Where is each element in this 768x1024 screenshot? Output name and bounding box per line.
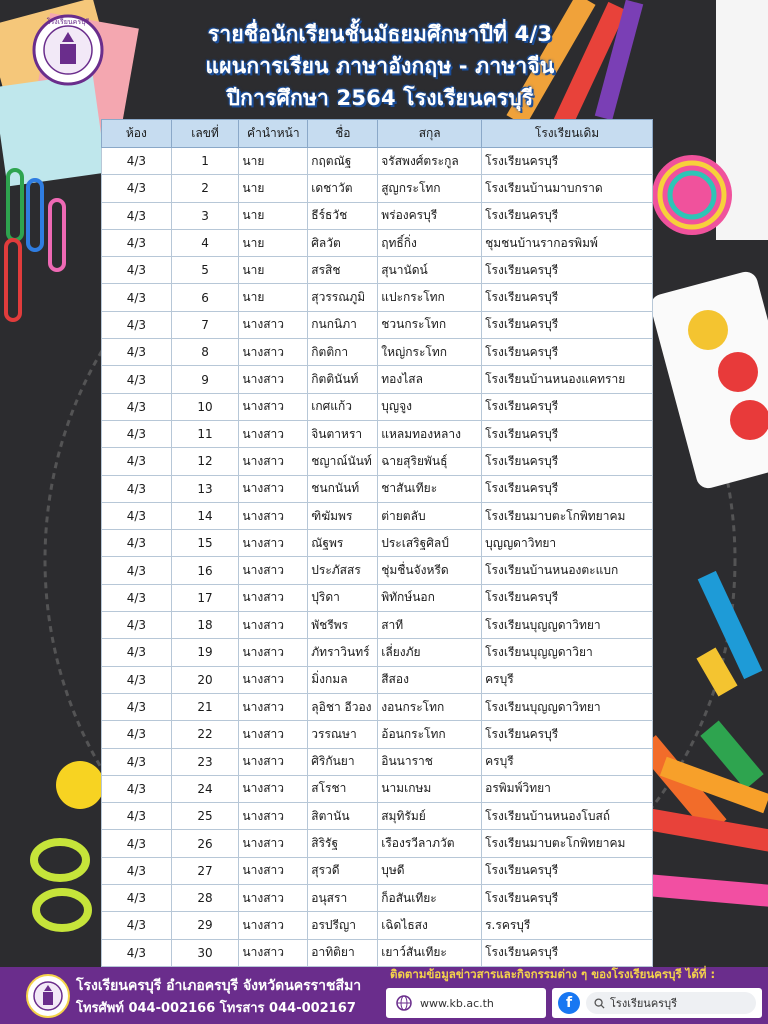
first-name-cell: ศิริกันยา bbox=[308, 748, 378, 775]
first-name-cell: อรปรีญา bbox=[308, 912, 378, 939]
prefix-cell: นางสาว bbox=[239, 721, 308, 748]
table-row bbox=[102, 721, 653, 748]
first-name-cell: ฑิฆัมพร bbox=[308, 502, 378, 529]
room-cell: 4/3 bbox=[102, 530, 172, 557]
last-name-cell: ทองไสล bbox=[378, 366, 482, 393]
prefix-cell: นางสาว bbox=[239, 448, 308, 475]
table-row bbox=[102, 557, 653, 584]
facebook-search-text: โรงเรียนครบุรี bbox=[610, 997, 677, 1010]
prefix-cell: นางสาว bbox=[239, 830, 308, 857]
room-cell: 4/3 bbox=[102, 721, 172, 748]
last-name-cell: แปะกระโทก bbox=[378, 284, 482, 311]
number-cell: 1 bbox=[171, 148, 239, 175]
last-name-cell: ประเสริฐศิลป์ bbox=[378, 530, 482, 557]
first-name-cell: กิตติกา bbox=[308, 339, 378, 366]
last-name-cell: จรัสพงศ์ตระกูล bbox=[378, 148, 482, 175]
first-name-cell: ชญาณ์นันท์ bbox=[308, 448, 378, 475]
first-name-cell: สิตานัน bbox=[308, 803, 378, 830]
previous-school-cell: โรงเรียนครบุรี bbox=[482, 857, 653, 884]
first-name-cell: กฤตณัฐ bbox=[308, 148, 378, 175]
first-name-cell: อาทิติยา bbox=[308, 939, 378, 966]
number-cell: 26 bbox=[171, 830, 239, 857]
table-row bbox=[102, 939, 653, 966]
table-row bbox=[102, 775, 653, 802]
table-row bbox=[102, 912, 653, 939]
last-name-cell: บุษดี bbox=[378, 857, 482, 884]
previous-school-cell: โรงเรียนครบุรี bbox=[482, 148, 653, 175]
number-cell: 8 bbox=[171, 339, 239, 366]
footer-follow-text: ติดตามข้อมูลข่าวสารและกิจกรรมต่าง ๆ ของโรงเรียนครบุรี ได้ที่ : bbox=[390, 967, 716, 981]
number-cell: 2 bbox=[171, 175, 239, 202]
number-cell: 3 bbox=[171, 202, 239, 229]
first-name-cell: กิตตินันท์ bbox=[308, 366, 378, 393]
first-name-cell: ชนกนันท์ bbox=[308, 475, 378, 502]
first-name-cell: สุรวดี bbox=[308, 857, 378, 884]
prefix-cell: นางสาว bbox=[239, 639, 308, 666]
last-name-cell: สาที bbox=[378, 612, 482, 639]
previous-school-cell: โรงเรียนครบุรี bbox=[482, 420, 653, 447]
prefix-cell: นางสาว bbox=[239, 748, 308, 775]
room-cell: 4/3 bbox=[102, 311, 172, 338]
previous-school-cell: โรงเรียนบ้านหนองแคทราย bbox=[482, 366, 653, 393]
last-name-cell: อ้อนกระโทก bbox=[378, 721, 482, 748]
number-cell: 20 bbox=[171, 666, 239, 693]
first-name-cell: สุวรรณภูมิ bbox=[308, 284, 378, 311]
prefix-cell: นางสาว bbox=[239, 475, 308, 502]
last-name-cell: ฤทธิ์กิ่ง bbox=[378, 229, 482, 256]
room-cell: 4/3 bbox=[102, 584, 172, 611]
number-cell: 24 bbox=[171, 775, 239, 802]
last-name-cell: ใหญ่กระโทก bbox=[378, 339, 482, 366]
room-cell: 4/3 bbox=[102, 175, 172, 202]
room-cell: 4/3 bbox=[102, 775, 172, 802]
last-name-cell: ฉายสุริยพันธุ์ bbox=[378, 448, 482, 475]
previous-school-cell: โรงเรียนครบุรี bbox=[482, 584, 653, 611]
table-row bbox=[102, 584, 653, 611]
last-name-cell: ก็อสันเทียะ bbox=[378, 885, 482, 912]
last-name-cell: เยาว์สันเทียะ bbox=[378, 939, 482, 966]
last-name-cell: นามเกษม bbox=[378, 775, 482, 802]
first-name-cell: พัชรีพร bbox=[308, 612, 378, 639]
last-name-cell: ต่ายตลับ bbox=[378, 502, 482, 529]
first-name-cell: ภัทราวินทร์ bbox=[308, 639, 378, 666]
table-row bbox=[102, 475, 653, 502]
previous-school-cell: ชุมชนบ้านรากอรพิมพ์ bbox=[482, 229, 653, 256]
last-name-cell: แหลมทองหลาง bbox=[378, 420, 482, 447]
table-row bbox=[102, 803, 653, 830]
column-header-first-name: ชื่อ bbox=[308, 120, 378, 148]
prefix-cell: นางสาว bbox=[239, 339, 308, 366]
number-cell: 30 bbox=[171, 939, 239, 966]
number-cell: 9 bbox=[171, 366, 239, 393]
prefix-cell: นางสาว bbox=[239, 775, 308, 802]
last-name-cell: พร่องครบุรี bbox=[378, 202, 482, 229]
previous-school-cell: ครบุรี bbox=[482, 666, 653, 693]
website-url: www.kb.ac.th bbox=[420, 996, 494, 1010]
first-name-cell: อนุสรา bbox=[308, 885, 378, 912]
table-row bbox=[102, 420, 653, 447]
table-row bbox=[102, 339, 653, 366]
table-row bbox=[102, 202, 653, 229]
prefix-cell: นางสาว bbox=[239, 612, 308, 639]
table-row bbox=[102, 284, 653, 311]
prefix-cell: นาย bbox=[239, 202, 308, 229]
table-row bbox=[102, 175, 653, 202]
room-cell: 4/3 bbox=[102, 693, 172, 720]
first-name-cell: กนกนิภา bbox=[308, 311, 378, 338]
first-name-cell: จินตาหรา bbox=[308, 420, 378, 447]
previous-school-cell: โรงเรียนครบุรี bbox=[482, 393, 653, 420]
school-logo bbox=[32, 14, 104, 86]
room-cell: 4/3 bbox=[102, 393, 172, 420]
previous-school-cell: อรพิมพ์วิทยา bbox=[482, 775, 653, 802]
column-header-number: เลขที่ bbox=[171, 120, 239, 148]
number-cell: 17 bbox=[171, 584, 239, 611]
last-name-cell: บุญจูง bbox=[378, 393, 482, 420]
number-cell: 15 bbox=[171, 530, 239, 557]
room-cell: 4/3 bbox=[102, 420, 172, 447]
footer-phone-fax: โทรศัพท์ 044-002166 โทรสาร 044-002167 bbox=[76, 1001, 356, 1016]
table-row bbox=[102, 748, 653, 775]
previous-school-cell: โรงเรียนครบุรี bbox=[482, 202, 653, 229]
room-cell: 4/3 bbox=[102, 666, 172, 693]
prefix-cell: นาย bbox=[239, 229, 308, 256]
column-header-previous-school: โรงเรียนเดิม bbox=[482, 120, 653, 148]
previous-school-cell: โรงเรียนครบุรี bbox=[482, 721, 653, 748]
previous-school-cell: โรงเรียนบ้านหนองตะแบก bbox=[482, 557, 653, 584]
prefix-cell: นางสาว bbox=[239, 912, 308, 939]
number-cell: 7 bbox=[171, 311, 239, 338]
table-row bbox=[102, 666, 653, 693]
last-name-cell: สีสอง bbox=[378, 666, 482, 693]
first-name-cell: สรสิช bbox=[308, 257, 378, 284]
column-header-room: ห้อง bbox=[102, 120, 172, 148]
number-cell: 18 bbox=[171, 612, 239, 639]
room-cell: 4/3 bbox=[102, 885, 172, 912]
number-cell: 25 bbox=[171, 803, 239, 830]
table-row bbox=[102, 148, 653, 175]
previous-school-cell: โรงเรียนมาบตะโกพิทยาคม bbox=[482, 830, 653, 857]
last-name-cell: อินนาราช bbox=[378, 748, 482, 775]
last-name-cell: พิทักษ์นอก bbox=[378, 584, 482, 611]
number-cell: 21 bbox=[171, 693, 239, 720]
student-roster-table bbox=[101, 119, 653, 967]
logo-text: โรงเรียนครบุรี bbox=[46, 18, 90, 26]
prefix-cell: นางสาว bbox=[239, 803, 308, 830]
previous-school-cell: โรงเรียนครบุรี bbox=[482, 475, 653, 502]
previous-school-cell: โรงเรียนครบุรี bbox=[482, 311, 653, 338]
prefix-cell: นางสาว bbox=[239, 530, 308, 557]
room-cell: 4/3 bbox=[102, 229, 172, 256]
table-row bbox=[102, 366, 653, 393]
number-cell: 14 bbox=[171, 502, 239, 529]
prefix-cell: นางสาว bbox=[239, 502, 308, 529]
number-cell: 6 bbox=[171, 284, 239, 311]
number-cell: 12 bbox=[171, 448, 239, 475]
prefix-cell: นางสาว bbox=[239, 420, 308, 447]
table-row bbox=[102, 693, 653, 720]
footer-school-logo bbox=[26, 974, 70, 1018]
room-cell: 4/3 bbox=[102, 612, 172, 639]
number-cell: 5 bbox=[171, 257, 239, 284]
table-row bbox=[102, 639, 653, 666]
prefix-cell: นางสาว bbox=[239, 666, 308, 693]
first-name-cell: สโรชา bbox=[308, 775, 378, 802]
previous-school-cell: โรงเรียนบุญญดาวิทยา bbox=[482, 612, 653, 639]
last-name-cell: สมุทิรัมย์ bbox=[378, 803, 482, 830]
room-cell: 4/3 bbox=[102, 339, 172, 366]
first-name-cell: เกศแก้ว bbox=[308, 393, 378, 420]
table-row bbox=[102, 229, 653, 256]
room-cell: 4/3 bbox=[102, 857, 172, 884]
table-row bbox=[102, 257, 653, 284]
prefix-cell: นางสาว bbox=[239, 584, 308, 611]
table-header-row bbox=[102, 120, 653, 148]
last-name-cell: ชวนกระโทก bbox=[378, 311, 482, 338]
number-cell: 10 bbox=[171, 393, 239, 420]
number-cell: 27 bbox=[171, 857, 239, 884]
prefix-cell: นางสาว bbox=[239, 693, 308, 720]
prefix-cell: นางสาว bbox=[239, 311, 308, 338]
first-name-cell: ลุอิชา อีวอง bbox=[308, 693, 378, 720]
previous-school-cell: โรงเรียนมาบตะโกพิทยาคม bbox=[482, 502, 653, 529]
number-cell: 29 bbox=[171, 912, 239, 939]
facebook-search-box[interactable] bbox=[586, 992, 756, 1014]
table-row bbox=[102, 857, 653, 884]
number-cell: 22 bbox=[171, 721, 239, 748]
table-row bbox=[102, 502, 653, 529]
column-header-prefix: คำนำหน้า bbox=[239, 120, 308, 148]
room-cell: 4/3 bbox=[102, 912, 172, 939]
title-line-3: ปีการศึกษา 2564 โรงเรียนครบุรี bbox=[226, 86, 534, 110]
prefix-cell: นางสาว bbox=[239, 857, 308, 884]
table-body bbox=[102, 148, 653, 967]
first-name-cell: เดชาวัต bbox=[308, 175, 378, 202]
first-name-cell: มิ่งกมล bbox=[308, 666, 378, 693]
first-name-cell: ธีร์ธวัช bbox=[308, 202, 378, 229]
last-name-cell: ชาสันเทียะ bbox=[378, 475, 482, 502]
number-cell: 23 bbox=[171, 748, 239, 775]
room-cell: 4/3 bbox=[102, 803, 172, 830]
table-row bbox=[102, 448, 653, 475]
room-cell: 4/3 bbox=[102, 366, 172, 393]
table-row bbox=[102, 830, 653, 857]
previous-school-cell: โรงเรียนบ้านมาบกราด bbox=[482, 175, 653, 202]
last-name-cell: ชุ่มชื่นจังหรีด bbox=[378, 557, 482, 584]
last-name-cell: สุนานัดน์ bbox=[378, 257, 482, 284]
previous-school-cell: บุญญดาวิทยา bbox=[482, 530, 653, 557]
room-cell: 4/3 bbox=[102, 939, 172, 966]
number-cell: 4 bbox=[171, 229, 239, 256]
first-name-cell: วรรณษา bbox=[308, 721, 378, 748]
facebook-link[interactable] bbox=[552, 988, 762, 1018]
last-name-cell: เลี่ยงภัย bbox=[378, 639, 482, 666]
previous-school-cell: ร.รครบุรี bbox=[482, 912, 653, 939]
room-cell: 4/3 bbox=[102, 284, 172, 311]
room-cell: 4/3 bbox=[102, 557, 172, 584]
first-name-cell: ประภัสสร bbox=[308, 557, 378, 584]
previous-school-cell: โรงเรียนบ้านหนองโบสถ์ bbox=[482, 803, 653, 830]
previous-school-cell: โรงเรียนบุญญดาวิยา bbox=[482, 639, 653, 666]
prefix-cell: นาย bbox=[239, 257, 308, 284]
previous-school-cell: โรงเรียนครบุรี bbox=[482, 885, 653, 912]
room-cell: 4/3 bbox=[102, 639, 172, 666]
previous-school-cell: โรงเรียนครบุรี bbox=[482, 257, 653, 284]
previous-school-cell: โรงเรียนครบุรี bbox=[482, 448, 653, 475]
column-header-last-name: สกุล bbox=[378, 120, 482, 148]
previous-school-cell: ครบุรี bbox=[482, 748, 653, 775]
prefix-cell: นางสาว bbox=[239, 885, 308, 912]
globe-icon bbox=[396, 995, 412, 1011]
table-row bbox=[102, 311, 653, 338]
room-cell: 4/3 bbox=[102, 448, 172, 475]
prefix-cell: นางสาว bbox=[239, 557, 308, 584]
prefix-cell: นาย bbox=[239, 284, 308, 311]
previous-school-cell: โรงเรียนครบุรี bbox=[482, 339, 653, 366]
footer-school-address: โรงเรียนครบุรี อำเภอครบุรี จังหวัดนครราชสีมา bbox=[76, 978, 362, 994]
number-cell: 13 bbox=[171, 475, 239, 502]
room-cell: 4/3 bbox=[102, 257, 172, 284]
table-row bbox=[102, 612, 653, 639]
room-cell: 4/3 bbox=[102, 202, 172, 229]
room-cell: 4/3 bbox=[102, 502, 172, 529]
facebook-icon: f bbox=[558, 992, 580, 1014]
prefix-cell: นาย bbox=[239, 175, 308, 202]
room-cell: 4/3 bbox=[102, 830, 172, 857]
last-name-cell: งอนกระโทก bbox=[378, 693, 482, 720]
previous-school-cell: โรงเรียนครบุรี bbox=[482, 284, 653, 311]
title-line-1: รายชื่อนักเรียนชั้นมัธยมศึกษาปีที่ 4/3 bbox=[207, 22, 553, 46]
first-name-cell: สิริรัฐ bbox=[308, 830, 378, 857]
prefix-cell: นาย bbox=[239, 148, 308, 175]
room-cell: 4/3 bbox=[102, 148, 172, 175]
room-cell: 4/3 bbox=[102, 475, 172, 502]
table-row bbox=[102, 530, 653, 557]
website-link[interactable] bbox=[386, 988, 546, 1018]
number-cell: 11 bbox=[171, 420, 239, 447]
table-row bbox=[102, 393, 653, 420]
page-title bbox=[120, 18, 640, 114]
prefix-cell: นางสาว bbox=[239, 393, 308, 420]
previous-school-cell: โรงเรียนครบุรี bbox=[482, 939, 653, 966]
first-name-cell: ณัฐพร bbox=[308, 530, 378, 557]
previous-school-cell: โรงเรียนบุญญดาวิทยา bbox=[482, 693, 653, 720]
last-name-cell: สูญกระโทก bbox=[378, 175, 482, 202]
search-icon bbox=[594, 998, 605, 1009]
first-name-cell: ศิลวัต bbox=[308, 229, 378, 256]
last-name-cell: เรืองรวีลาภวัต bbox=[378, 830, 482, 857]
room-cell: 4/3 bbox=[102, 748, 172, 775]
number-cell: 16 bbox=[171, 557, 239, 584]
table-row bbox=[102, 885, 653, 912]
prefix-cell: นางสาว bbox=[239, 366, 308, 393]
prefix-cell: นางสาว bbox=[239, 939, 308, 966]
number-cell: 19 bbox=[171, 639, 239, 666]
number-cell: 28 bbox=[171, 885, 239, 912]
title-line-2: แผนการเรียน ภาษาอังกฤษ - ภาษาจีน bbox=[205, 54, 555, 78]
first-name-cell: ปุริดา bbox=[308, 584, 378, 611]
last-name-cell: เฉิดไธสง bbox=[378, 912, 482, 939]
